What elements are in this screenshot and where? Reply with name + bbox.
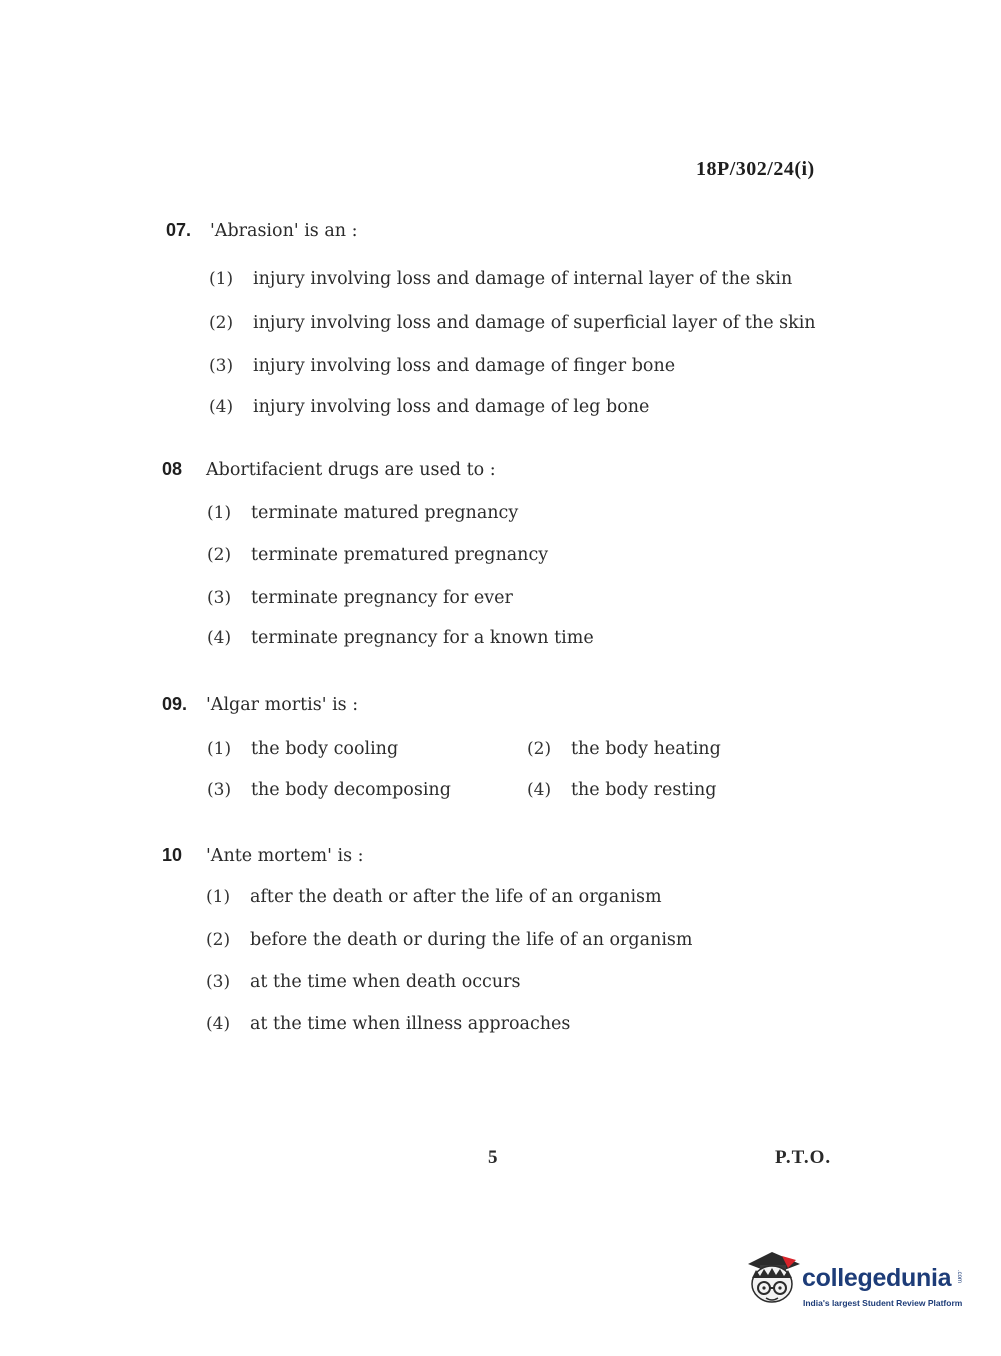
option-label: (1)	[207, 503, 232, 523]
option-item	[207, 780, 451, 800]
option-item	[527, 780, 716, 800]
option-item	[527, 739, 721, 759]
option-label: (1)	[209, 269, 234, 289]
brand-domain-suffix: .com	[956, 1270, 962, 1284]
option-item	[206, 972, 520, 992]
option-text: at the time when illness approaches	[250, 1014, 571, 1034]
option-label: (2)	[209, 313, 234, 333]
option-text: at the time when death occurs	[250, 972, 521, 992]
option-label: (4)	[209, 397, 234, 417]
option-text: terminate pregnancy for a known time	[251, 628, 594, 648]
question-number: 07.	[166, 220, 192, 240]
option-label: (4)	[527, 780, 552, 800]
option-label: (1)	[206, 887, 231, 907]
option-label: (4)	[206, 1014, 231, 1034]
option-label: (3)	[207, 588, 232, 608]
option-text: terminate pregnancy for ever	[251, 588, 513, 608]
option-label: (2)	[206, 930, 231, 950]
option-text: the body heating	[571, 739, 721, 759]
question-header	[166, 220, 358, 246]
question-number: 08	[162, 459, 183, 479]
question-header	[162, 845, 364, 871]
option-item	[207, 588, 513, 608]
option-item	[206, 930, 693, 950]
option-item	[206, 1014, 570, 1034]
question-number: 09.	[162, 694, 188, 714]
option-item	[209, 269, 792, 289]
option-text: terminate prematured pregnancy	[251, 545, 549, 565]
option-item	[207, 545, 548, 565]
page-number: 5	[488, 1147, 498, 1168]
option-label: (1)	[207, 739, 232, 759]
option-label: (4)	[207, 628, 232, 648]
question-header	[162, 459, 496, 485]
brand-name: collegedunia	[802, 1264, 952, 1292]
option-item	[206, 887, 662, 907]
question-text: 'Algar mortis' is :	[206, 695, 359, 715]
question-text: 'Ante mortem' is :	[206, 846, 364, 866]
option-text: terminate matured pregnancy	[251, 503, 519, 523]
paper-code: 18P/302/24(i)	[696, 158, 815, 180]
brand-tagline: India's largest Student Review Platform	[803, 1298, 963, 1308]
option-item	[209, 397, 649, 417]
option-text: the body decomposing	[251, 780, 451, 800]
option-text: injury involving loss and damage of leg bone	[253, 397, 650, 417]
option-text: injury involving loss and damage of superficial layer of the skin	[253, 313, 816, 333]
option-text: after the death or after the life of an organism	[250, 887, 662, 907]
collegedunia-watermark	[742, 1248, 972, 1318]
pto-label: P.T.O.	[775, 1147, 832, 1168]
question-text: 'Abrasion' is an :	[210, 221, 358, 241]
option-text: injury involving loss and damage of finger bone	[253, 356, 676, 376]
option-item	[209, 356, 675, 376]
option-label: (3)	[206, 972, 231, 992]
question-text: Abortifacient drugs are used to :	[206, 460, 496, 480]
option-item	[207, 739, 398, 759]
question-header	[162, 694, 358, 720]
option-item	[209, 313, 816, 333]
option-label: (2)	[207, 545, 232, 565]
option-text: the body cooling	[251, 739, 399, 759]
option-text: injury involving loss and damage of internal layer of the skin	[253, 269, 793, 289]
option-item	[207, 628, 594, 648]
option-label: (3)	[207, 780, 232, 800]
option-item	[207, 503, 518, 523]
option-label: (3)	[209, 356, 234, 376]
option-text: before the death or during the life of an organism	[250, 930, 693, 950]
question-number: 10	[162, 845, 183, 865]
option-label: (2)	[527, 739, 552, 759]
student-mascot-icon	[742, 1248, 804, 1314]
option-text: the body resting	[571, 780, 717, 800]
